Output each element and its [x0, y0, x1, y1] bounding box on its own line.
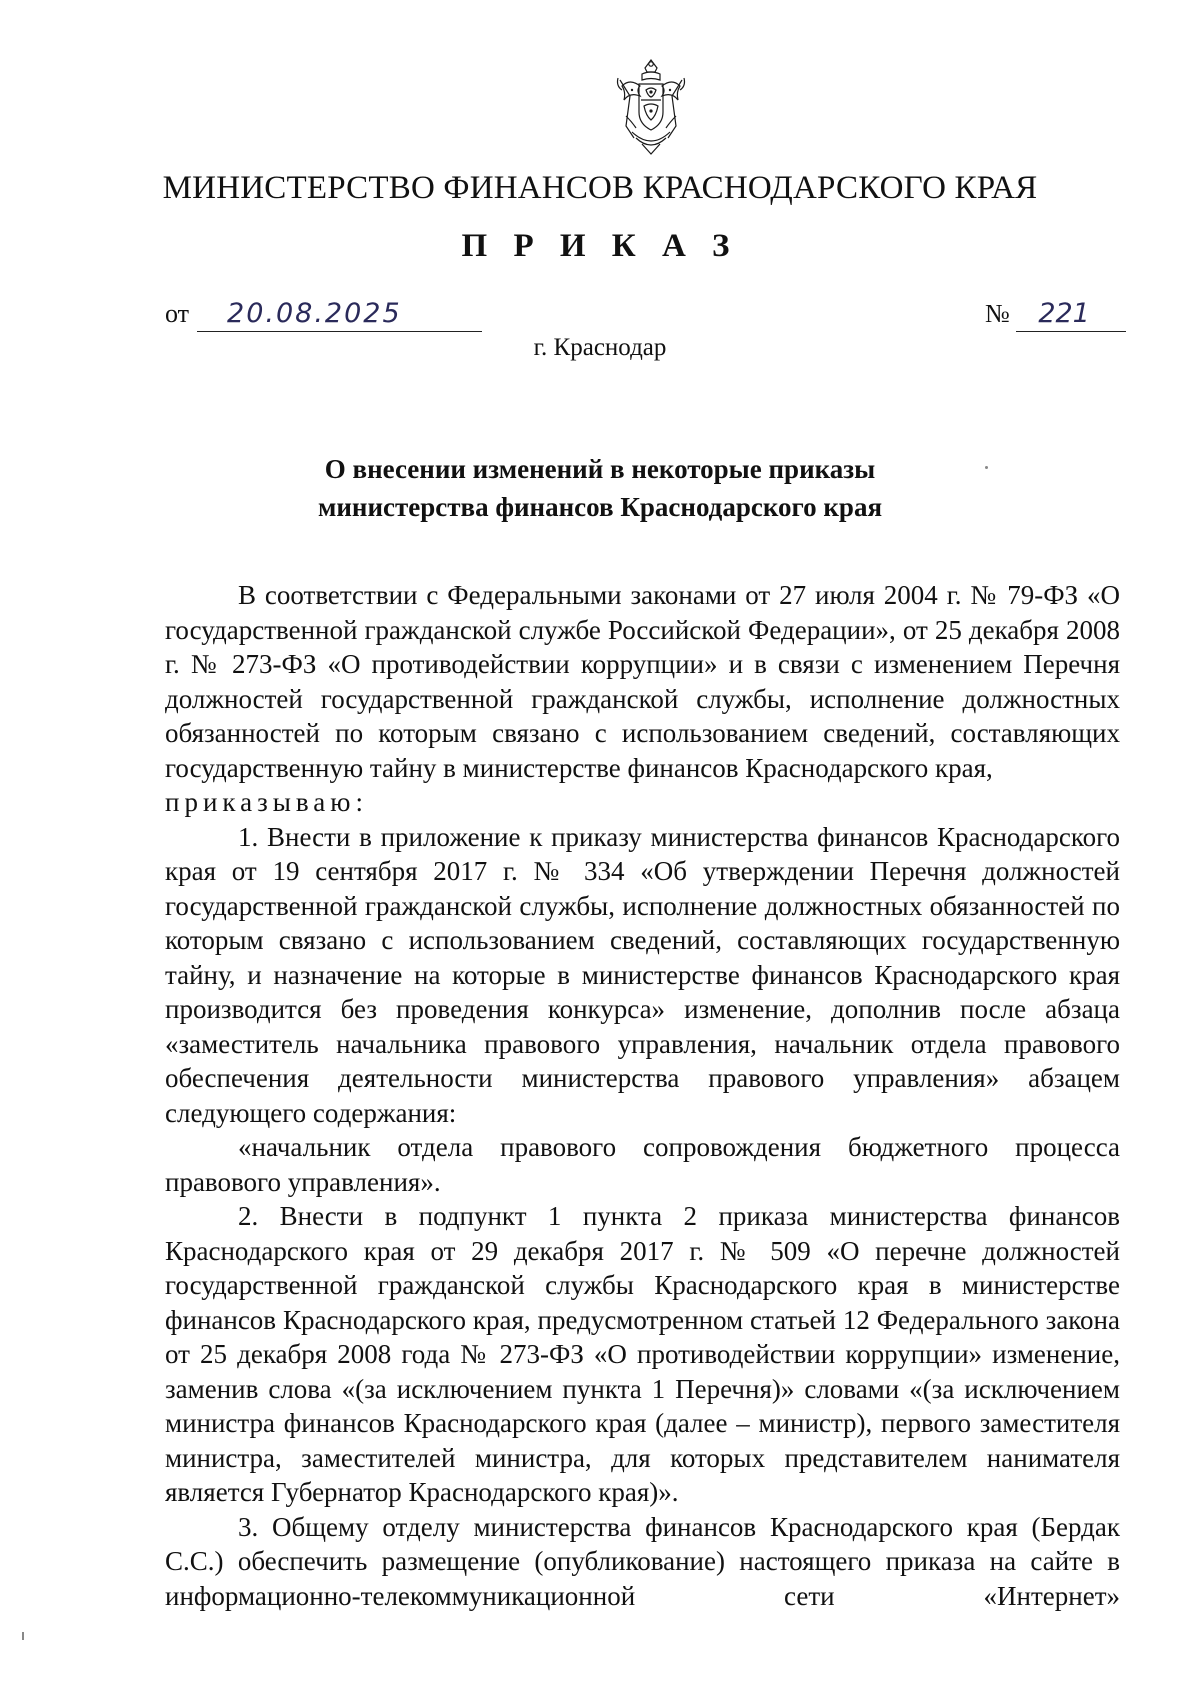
city-name: г. Краснодар — [533, 334, 667, 361]
paragraph-item-2: 2. Внести в подпункт 1 пункта 2 приказа министерства финансов Краснодарского края от 29 декабря 2017 г. № 509 «О перечне должностей государственной гражданской службы Краснодарского края в министерстве финансов Краснодарского края, предусмотренном статьей 12 Федерального закона от 25 декабря 2008 года № 273-ФЗ «О противодействии коррупции» изменение, заменив слова «(за исключением пункта 1 Перечня)» словами «(за исключением министра финансов Краснодарского края (далее – министр), первого заместителя министра, заместителей министра, для которых представителем нанимателя является Губернатор Краснодарского края)». — [165, 1201, 1120, 1507]
number-field — [985, 298, 1126, 332]
handwritten-number: 221 — [1016, 298, 1126, 332]
order-subject — [0, 450, 1200, 526]
paragraph-item-3: 3. Общему отделу министерства финансов Краснодарского края (Бердак С.С.) обеспечить размещение (опубликование) настоящего приказа на сайте в информационно-телекоммуникационной сети «Интернет» — [165, 1511, 1120, 1611]
document-body — [165, 578, 1120, 1613]
preamble-text: В соответствии с Федеральными законами от 27 июля 2004 г. № 79-ФЗ «О государственной гражданской службе Российской Федерации», от 25 декабря 2008 г. № 273-ФЗ «О противодействии коррупции» и в связи с изменением Перечня должностей государственной гражданской службы, исполнение должностных обязанностей по которым связано с использованием сведений, составляющих государственную тайну в министерстве финансов Краснодарского края, — [165, 580, 1120, 783]
scan-artifact — [985, 466, 988, 469]
paragraph-new-position: «начальник отдела правового сопровождения бюджетного процесса правового управления». — [165, 1132, 1120, 1197]
ministry-name: МИНИСТЕРСТВО ФИНАНСОВ КРАСНОДАРСКОГО КРАЯ — [162, 170, 1038, 206]
subject-line-2: министерства финансов Краснодарского края — [317, 492, 883, 522]
handwritten-date: 20.08.2025 — [197, 298, 482, 332]
coat-of-arms-emblem — [612, 56, 690, 158]
scan-artifact — [22, 1632, 24, 1640]
document-type-title: П Р И К А З — [461, 228, 739, 264]
order-verb: приказываю: — [165, 787, 368, 817]
date-prefix: от — [165, 299, 190, 328]
preamble-paragraph — [165, 578, 1120, 820]
subject-line-1: О внесении изменений в некоторые приказы — [324, 454, 876, 484]
number-prefix: № — [985, 299, 1010, 328]
paragraph-item-1: 1. Внести в приложение к приказу министерства финансов Краснодарского края от 19 сентября 2017 г. № 334 «Об утверждении Перечня должностей государственной гражданской службы, исполнение должностных обязанностей по которым связано с использованием сведений, составляющих государственную тайну, и назначение на которые в министерстве финансов Краснодарского края производится без проведения конкурса» изменение, дополнив после абзаца «заместитель начальника правового управления, начальник отдела правового обеспечения деятельности министерства правового управления» абзацем следующего содержания: — [165, 821, 1120, 1128]
date-field — [165, 298, 482, 332]
